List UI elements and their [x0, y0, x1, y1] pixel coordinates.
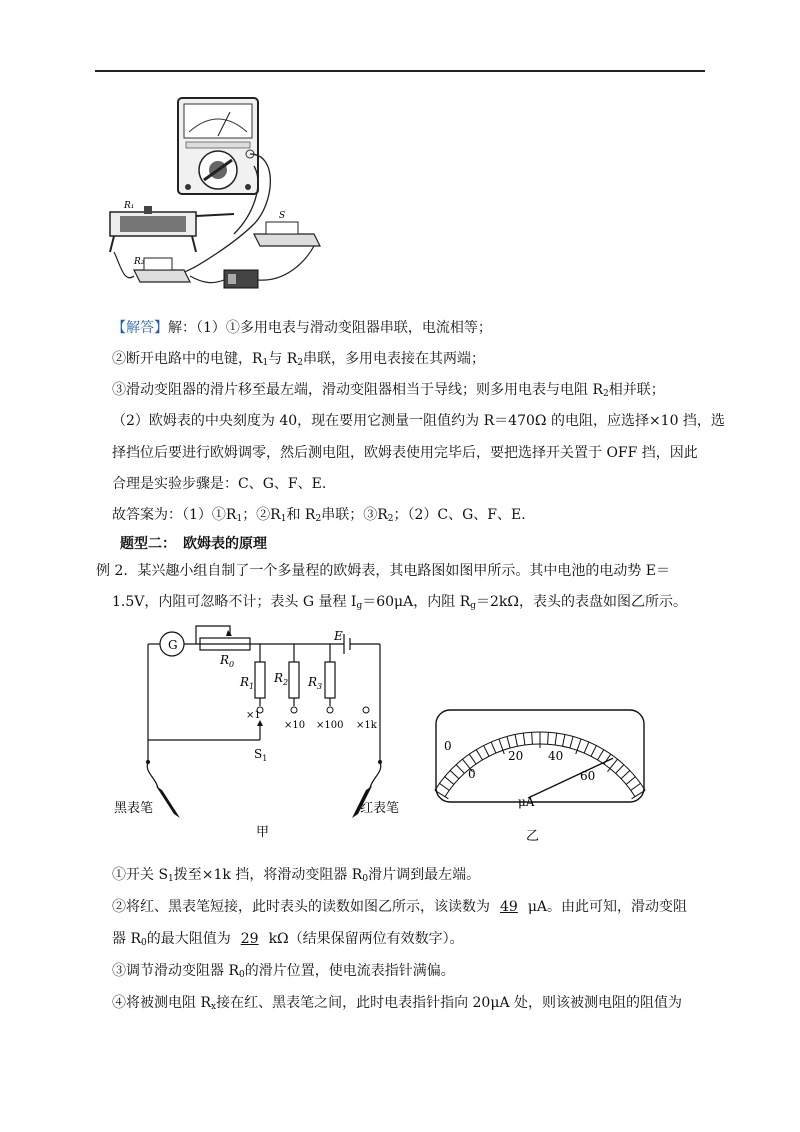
svg-text:红表笔: 红表笔: [360, 801, 400, 816]
example-line-1: 例 2．某兴趣小组自制了一个多量程的欧姆表，其电路图如图甲所示。其中电池的电动势 E＝: [96, 563, 671, 579]
svg-text:乙: 乙: [526, 829, 540, 844]
svg-text:G: G: [168, 638, 178, 652]
svg-text:μA: μA: [518, 795, 535, 809]
solution-line-6: 合理是实验步骤是：C、G、F、E.: [112, 476, 327, 492]
svg-text:S1: $S_1$: [254, 747, 268, 763]
solution-line-2: ②断开电路中的电键，$R_1$与 $R_2$串联，多用电表接在其两端；: [112, 351, 486, 368]
svg-text:40: 40: [548, 749, 564, 763]
answer-line: 故答案为：$(1)①R_1$；$②R_1$和 $R_2$串联；$③R_2$；（2）C、G、F、E.: [112, 507, 526, 524]
multimeter-icon: [178, 98, 258, 194]
solution-line-3: ③滑动变阻器的滑片移至最左端，滑动变阻器相当于导线；则多用电表与电阻 $R_2$相并联；: [112, 382, 665, 399]
solution-line-4: （2）欧姆表的中央刻度为 40，现在要用它测量一阻值约为 R＝470Ω 的电阻，应选择×10 挡，选: [112, 413, 725, 429]
step-4: ④将被测电阻 $R_x$接在红、黑表笔之间，此时电表指针指向 20μA 处，则该被测电阻的阻值为: [112, 995, 683, 1012]
svg-text:E: E: [334, 629, 343, 643]
svg-text:×100: ×100: [316, 720, 344, 731]
svg-text:×10: ×10: [284, 720, 306, 731]
step-1: ①开关 $S_1$拨至×1k 挡，将滑动变阻器 $R_0$滑片调到最左端。: [112, 867, 481, 884]
black-probe-icon: [156, 786, 180, 818]
svg-text:20: 20: [508, 749, 524, 763]
rheostat-r2-icon: [133, 257, 190, 282]
solution-line-5: 择挡位后要进行欧姆调零，然后测电阻，欧姆表使用完毕后，要把选择开关置于 OFF 挡，因此: [112, 445, 698, 461]
rheostat-r1-icon: [110, 201, 196, 252]
svg-text:×1: ×1: [246, 710, 261, 721]
svg-text:0: 0: [444, 739, 452, 753]
battery-icon: [224, 270, 258, 288]
example-line-2: 1.5V，内阻可忽略不计；表头 G 量程 $I_g=60\mu A$，内阻 $R_g=2k\Omega$，表头的表盘如图乙所示。: [112, 594, 687, 611]
svg-text:R1: $R_1$: [240, 675, 255, 691]
svg-text:R2: $R_2$: [274, 671, 289, 687]
header-rule: [95, 70, 705, 72]
svg-text:R₂: R₂: [134, 257, 145, 267]
meter-dial: [432, 706, 650, 848]
multimeter-circuit-figure: [104, 94, 326, 298]
svg-text:黑表笔: 黑表笔: [114, 801, 154, 816]
svg-text:R₁: R₁: [124, 201, 135, 211]
reading-answer: 49: [500, 899, 518, 915]
svg-text:0: 0: [468, 767, 476, 781]
svg-text:R3: $R_3$: [308, 675, 323, 691]
solution-line-1: 【解答】解：（1）①多用电表与滑动变阻器串联，电流相等；: [112, 320, 492, 336]
step-2: ②将红、黑表笔短接，此时表头的读数如图乙所示，该读数为 49 μA。由此可知，滑动变阻: [112, 899, 688, 915]
switch-s-icon: [254, 211, 320, 246]
step-2b: 器 $R_0$的最大阻值为 29 kΩ（结果保留两位有效数字）。: [112, 931, 464, 948]
ohmmeter-circuit-diagram: [108, 622, 428, 848]
svg-text:甲: 甲: [256, 825, 270, 840]
svg-text:R0: $R_0$: [220, 653, 235, 669]
svg-text:×1k: ×1k: [356, 720, 377, 731]
svg-text:60: 60: [580, 769, 596, 783]
section-title: 题型二： 欧姆表的原理: [120, 536, 267, 552]
solution-tag: 【解答】: [112, 320, 168, 336]
svg-text:S: S: [279, 211, 286, 221]
resistance-answer: 29: [240, 931, 259, 947]
step-3: ③调节滑动变阻器 $R_0$的滑片位置，使电流表指针满偏。: [112, 963, 455, 980]
